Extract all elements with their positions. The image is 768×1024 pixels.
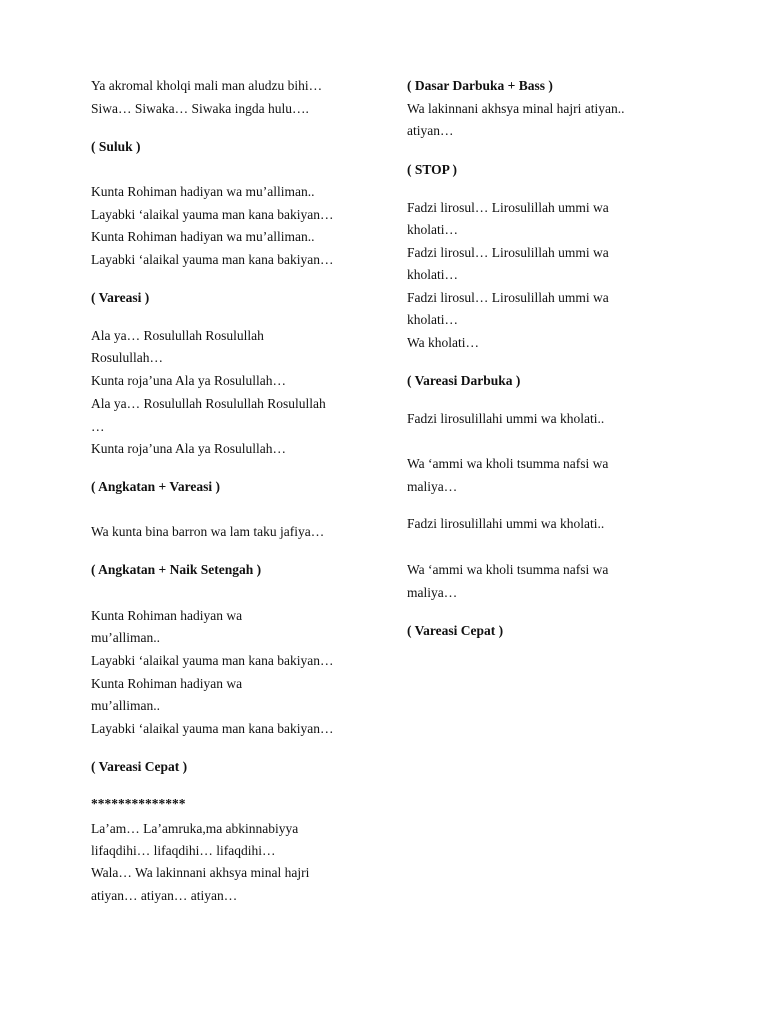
section-heading: ( Vareasi Cepat ) bbox=[91, 759, 188, 774]
lyric-line: … bbox=[91, 419, 105, 434]
lyric-line: Rosulullah… bbox=[91, 350, 164, 365]
lyric-line: Kunta roja’una Ala ya Rosulullah… bbox=[91, 441, 286, 456]
lyric-line: Fadzi lirosul… Lirosulillah ummi wa bbox=[407, 245, 609, 260]
lyric-line: Wa kholati… bbox=[407, 335, 480, 350]
lyric-line: atiyan… bbox=[407, 123, 454, 138]
section-heading: ( Vareasi ) bbox=[91, 290, 150, 305]
lyric-line: La’am… La’amruka,ma abkinnabiyya bbox=[91, 821, 299, 836]
lyric-line: Wa lakinnani akhsya minal hajri atiyan.. bbox=[407, 101, 625, 116]
lyric-line: mu’alliman.. bbox=[91, 698, 160, 713]
lyric-line: Wala… Wa lakinnani akhsya minal hajri bbox=[91, 865, 310, 880]
section-heading: ( Vareasi Darbuka ) bbox=[407, 373, 521, 388]
lyric-line: maliya… bbox=[407, 585, 458, 600]
lyric-line: Siwa… Siwaka… Siwaka ingda hulu…. bbox=[91, 101, 309, 116]
lyric-line: Fadzi lirosul… Lirosulillah ummi wa bbox=[407, 290, 609, 305]
section-heading: ( Vareasi Cepat ) bbox=[407, 623, 504, 638]
lyric-line: Ala ya… Rosulullah Rosulullah bbox=[91, 328, 264, 343]
lyric-line: Fadzi lirosulillahi ummi wa kholati.. bbox=[407, 411, 605, 426]
lyric-line: Wa ‘ammi wa kholi tsumma nafsi wa bbox=[407, 456, 609, 471]
section-heading: ************** bbox=[91, 796, 186, 811]
lyric-line: Kunta Rohiman hadiyan wa mu’alliman.. bbox=[91, 184, 315, 199]
lyric-line: Kunta Rohiman hadiyan wa bbox=[91, 608, 243, 623]
lyric-line: Layabki ‘alaikal yauma man kana bakiyan… bbox=[91, 207, 334, 222]
lyric-line: Layabki ‘alaikal yauma man kana bakiyan… bbox=[91, 252, 334, 267]
section-heading: ( Angkatan + Vareasi ) bbox=[91, 479, 220, 494]
lyric-line: Kunta Rohiman hadiyan wa bbox=[91, 676, 243, 691]
section-heading: ( Dasar Darbuka + Bass ) bbox=[407, 78, 553, 93]
lyric-line: Fadzi lirosulillahi ummi wa kholati.. bbox=[407, 516, 605, 531]
lyric-line: Wa kunta bina barron wa lam taku jafiya… bbox=[91, 524, 325, 539]
section-heading: ( Angkatan + Naik Setengah ) bbox=[91, 562, 262, 577]
lyric-line: kholati… bbox=[407, 267, 458, 282]
lyric-line: kholati… bbox=[407, 312, 458, 327]
section-heading: ( Suluk ) bbox=[91, 139, 141, 154]
lyric-line: mu’alliman.. bbox=[91, 630, 160, 645]
section-heading: ( STOP ) bbox=[407, 162, 458, 177]
lyric-line: Layabki ‘alaikal yauma man kana bakiyan… bbox=[91, 721, 334, 736]
lyric-line: lifaqdihi… lifaqdihi… lifaqdihi… bbox=[91, 843, 276, 858]
lyric-line: Layabki ‘alaikal yauma man kana bakiyan… bbox=[91, 653, 334, 668]
lyric-line: maliya… bbox=[407, 479, 458, 494]
lyric-line: Kunta Rohiman hadiyan wa mu’alliman.. bbox=[91, 229, 315, 244]
lyric-line: Wa ‘ammi wa kholi tsumma nafsi wa bbox=[407, 562, 609, 577]
lyric-line: kholati… bbox=[407, 222, 458, 237]
lyric-line: Kunta roja’una Ala ya Rosulullah… bbox=[91, 373, 286, 388]
lyric-line: Ala ya… Rosulullah Rosulullah Rosulullah bbox=[91, 396, 326, 411]
lyric-line: atiyan… atiyan… atiyan… bbox=[91, 888, 238, 903]
lyric-line: Fadzi lirosul… Lirosulillah ummi wa bbox=[407, 200, 609, 215]
lyric-line: Ya akromal kholqi mali man aludzu bihi… bbox=[91, 78, 323, 93]
